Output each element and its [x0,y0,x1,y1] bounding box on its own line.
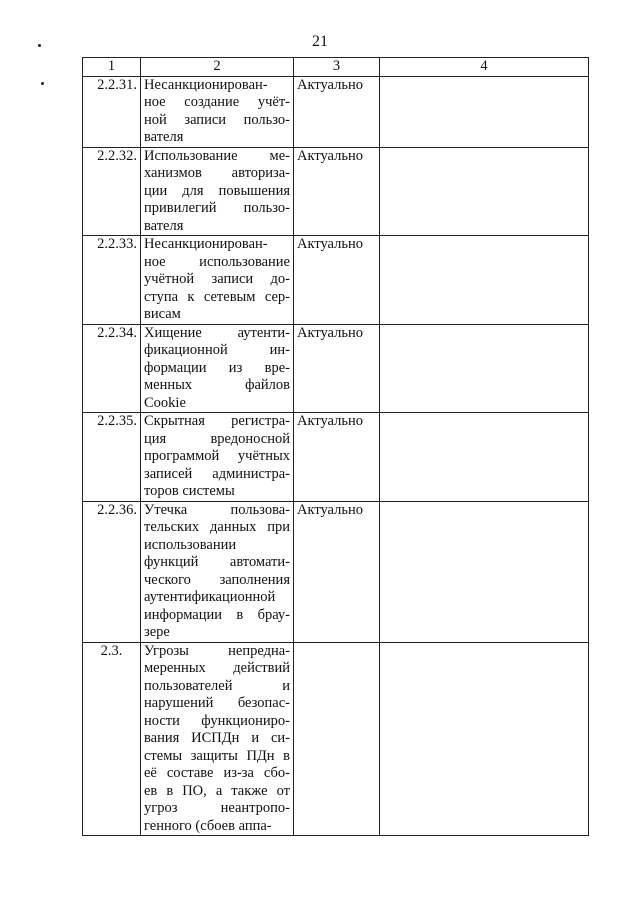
description-line: стемы защиты ПДн в [144,747,290,764]
threat-description [141,147,294,236]
description-line: фикационной ин- [144,342,290,358]
notes-cell [380,501,589,642]
threat-description [141,324,294,413]
description-line: ция вредоносной [144,430,290,447]
description-line: Несанкционирован- [144,76,268,93]
description-line: информации в брау- [144,606,290,623]
description-line: менных файлов [144,377,290,393]
description-line: формации из вре- [144,359,290,376]
relevance-status: Актуально [294,76,380,147]
table-row [83,642,589,836]
description-line: учётной записи до- [144,271,290,287]
description-line: Утечка пользова- [144,501,290,518]
relevance-status: Актуально [294,413,380,502]
description-line: Использование ме- [144,147,290,164]
description-line: Несанкционирован- [144,236,268,252]
description-line: нарушений безопас- [144,695,290,711]
description-line: аутентификационной [144,589,276,605]
description-line: ное создание учёт- [144,94,290,110]
column-header: 2 [141,58,294,77]
description-line: ступа к сетевым сер- [144,288,290,305]
table-row [83,501,589,642]
threat-description [141,76,294,147]
notes-cell [380,324,589,413]
description-line: Хищение аутенти- [144,324,290,341]
relevance-status: Актуально [294,324,380,413]
description-line: зере [144,624,170,640]
threat-number: 2.3. [83,642,141,836]
description-line: ханизмов авториза- [144,165,290,181]
threats-table [82,57,589,836]
column-header: 1 [83,58,141,77]
description-line: вания ИСПДн и си- [144,730,290,746]
description-line: её составе из-за сбо- [144,765,290,781]
notes-cell [380,413,589,502]
table-row [83,324,589,413]
threat-description [141,413,294,502]
description-line: привилегий пользо- [144,200,290,216]
relevance-status: Актуально [294,501,380,642]
notes-cell [380,147,589,236]
table-row [83,413,589,502]
threat-description [141,236,294,325]
threat-description [141,501,294,642]
description-line: Cookie [144,394,186,411]
description-line: ции для повышения [144,182,290,199]
description-line: Скрытная регистра- [144,413,290,429]
threat-number: 2.2.36. [83,501,141,642]
notes-cell [380,76,589,147]
threat-number: 2.2.33. [83,236,141,325]
scan-speck [41,82,44,85]
description-line: программой учётных [144,448,290,464]
table-row [83,236,589,325]
description-line: ности функциониро- [144,712,290,729]
description-line: записей администра- [144,465,290,482]
column-header: 3 [294,58,380,77]
description-line: ное использование [144,253,290,270]
description-line: тельских данных при [144,519,290,535]
page-number: 21 [312,33,328,50]
description-line: торов системы [144,483,235,499]
table-row [83,76,589,147]
threat-number: 2.2.35. [83,413,141,502]
threat-number: 2.2.34. [83,324,141,413]
description-line: вателя [144,217,184,234]
notes-cell [380,236,589,325]
description-line: использовании [144,536,237,553]
table-row [83,147,589,236]
threat-description [141,642,294,836]
description-line: вателя [144,129,184,145]
description-line: ев в ПО, а также от [144,782,290,799]
threat-number: 2.2.32. [83,147,141,236]
description-line: Угрозы непредна- [144,642,290,659]
threat-number: 2.2.31. [83,76,141,147]
table-header-row [83,58,589,77]
column-header: 4 [380,58,589,77]
relevance-status [294,642,380,836]
description-line: пользователей и [144,677,290,694]
description-line: висам [144,306,181,322]
description-line: ческого заполнения [144,571,290,588]
relevance-status: Актуально [294,236,380,325]
notes-cell [380,642,589,836]
description-line: меренных действий [144,660,290,676]
description-line: функций автомати- [144,554,290,570]
description-line: генного (сбоев аппа- [144,817,272,834]
description-line: ной записи пользо- [144,111,290,128]
description-line: угроз неантропо- [144,800,290,816]
relevance-status: Актуально [294,147,380,236]
